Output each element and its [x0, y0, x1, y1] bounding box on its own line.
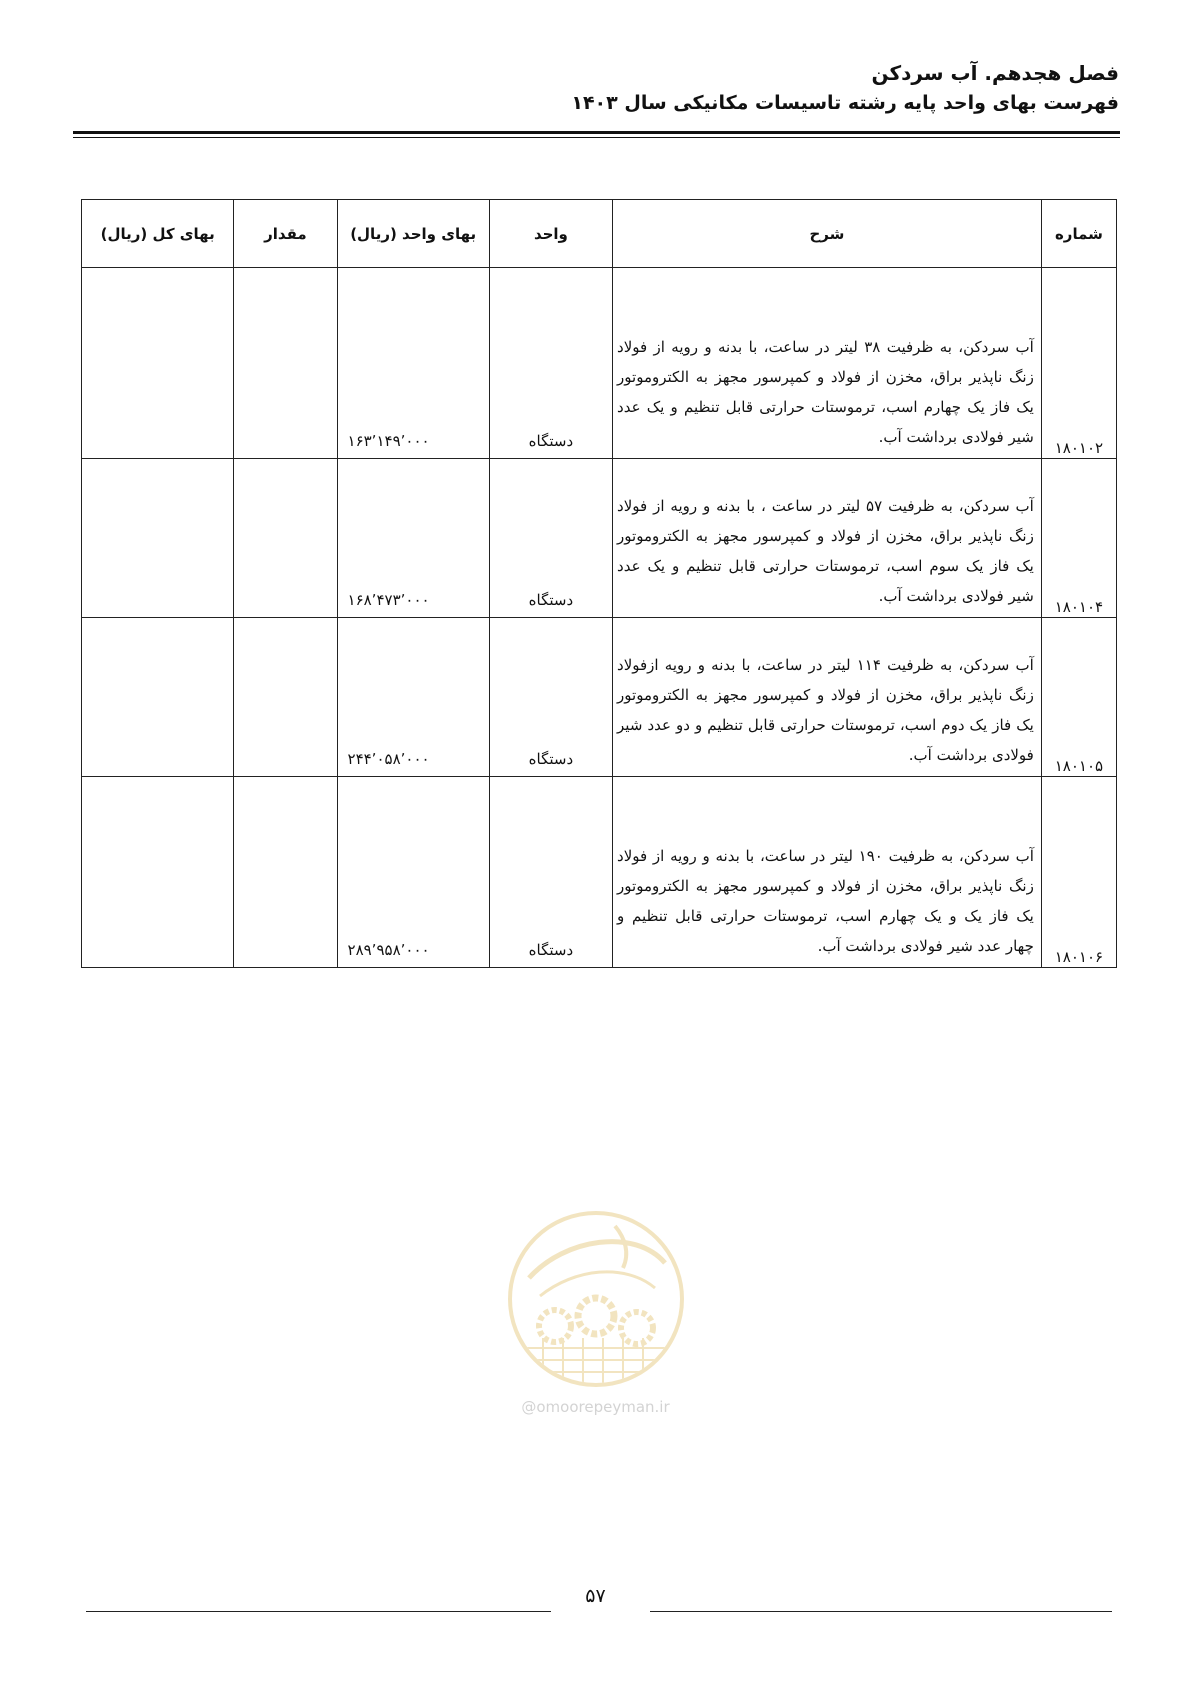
item-number: ۱۸۰۱۰۶ [1041, 777, 1116, 968]
item-unit: دستگاه [489, 268, 612, 459]
table-row [82, 618, 1117, 777]
item-number: ۱۸۰۱۰۲ [1041, 268, 1116, 459]
item-quantity [234, 268, 337, 459]
column-header-total-price: بهای کل (ریال) [82, 200, 234, 268]
item-total-price [82, 618, 234, 777]
table-row [82, 777, 1117, 968]
item-description: آب سردکن، به ظرفیت ۱۹۰ لیتر در ساعت، با بدنه و رویه از فولاد زنگ ناپذیر براق، مخزن از فولاد و کمپرسور مجهز به الکتروموتور یک فاز یک و یک چهارم اسب، ترموستات حرارتی قابل تنظیم و چهار عدد شیر فولادی برداشت آب. [613, 777, 1042, 968]
page-number: ۵۷ [585, 1585, 606, 1607]
item-description: آب سردکن، به ظرفیت ۵۷ لیتر در ساعت ، با بدنه و رویه از فولاد زنگ ناپذیر براق، مخزن از فولاد و کمپرسور مجهز به الکتروموتور یک فاز یک سوم اسب، ترموستات حرارتی قابل تنظیم و یک عدد شیر فولادی برداشت آب. [613, 459, 1042, 618]
watermark-url: @omoorepeyman.ir [521, 1398, 670, 1416]
column-header-number: شماره [1041, 200, 1116, 268]
table-row [82, 268, 1117, 459]
footer-rule-left [86, 1611, 551, 1612]
item-unit: دستگاه [489, 777, 612, 968]
item-unit: دستگاه [489, 618, 612, 777]
item-unit-price: ۱۶۸٬۴۷۳٬۰۰۰ [337, 459, 489, 618]
price-table [81, 199, 1117, 968]
item-quantity [234, 777, 337, 968]
table-row [82, 459, 1117, 618]
item-total-price [82, 268, 234, 459]
watermark-logo [505, 1208, 687, 1390]
column-header-unit: واحد [489, 200, 612, 268]
header-rule-thin [73, 137, 1120, 138]
item-description: آب سردکن، به ظرفیت ۳۸ لیتر در ساعت، با بدنه و رویه از فولاد زنگ ناپذیر براق، مخزن از فولاد و کمپرسور مجهز به الکتروموتور یک فاز یک چهارم اسب، ترموستات حرارتی قابل تنظیم و یک عدد شیر فولادی برداشت آب. [613, 268, 1042, 459]
header-rule-thick [73, 131, 1120, 134]
chapter-title: فصل هجدهم. آب سردکن [871, 61, 1119, 85]
item-total-price [82, 459, 234, 618]
column-header-description: شرح [613, 200, 1042, 268]
table-header-row [82, 200, 1117, 268]
item-quantity [234, 459, 337, 618]
item-unit-price: ۲۴۴٬۰۵۸٬۰۰۰ [337, 618, 489, 777]
item-number: ۱۸۰۱۰۵ [1041, 618, 1116, 777]
footer-rule-right [650, 1611, 1112, 1612]
item-unit: دستگاه [489, 459, 612, 618]
item-quantity [234, 618, 337, 777]
item-total-price [82, 777, 234, 968]
page-header [72, 58, 1119, 118]
column-header-unit-price: بهای واحد (ریال) [337, 200, 489, 268]
item-unit-price: ۲۸۹٬۹۵۸٬۰۰۰ [337, 777, 489, 968]
document-title: فهرست بهای واحد پایه رشته تاسیسات مکانیکی سال ۱۴۰۳ [571, 92, 1119, 114]
item-description: آب سردکن، به ظرفیت ۱۱۴ لیتر در ساعت، با بدنه و رویه ازفولاد زنگ ناپذیر براق، مخزن از فولاد و کمپرسور مجهز به الکتروموتور یک فاز یک دوم اسب، ترموستات حرارتی قابل تنظیم و دو عدد شیر فولادی برداشت آب. [613, 618, 1042, 777]
column-header-quantity: مقدار [234, 200, 337, 268]
item-unit-price: ۱۶۳٬۱۴۹٬۰۰۰ [337, 268, 489, 459]
item-number: ۱۸۰۱۰۴ [1041, 459, 1116, 618]
